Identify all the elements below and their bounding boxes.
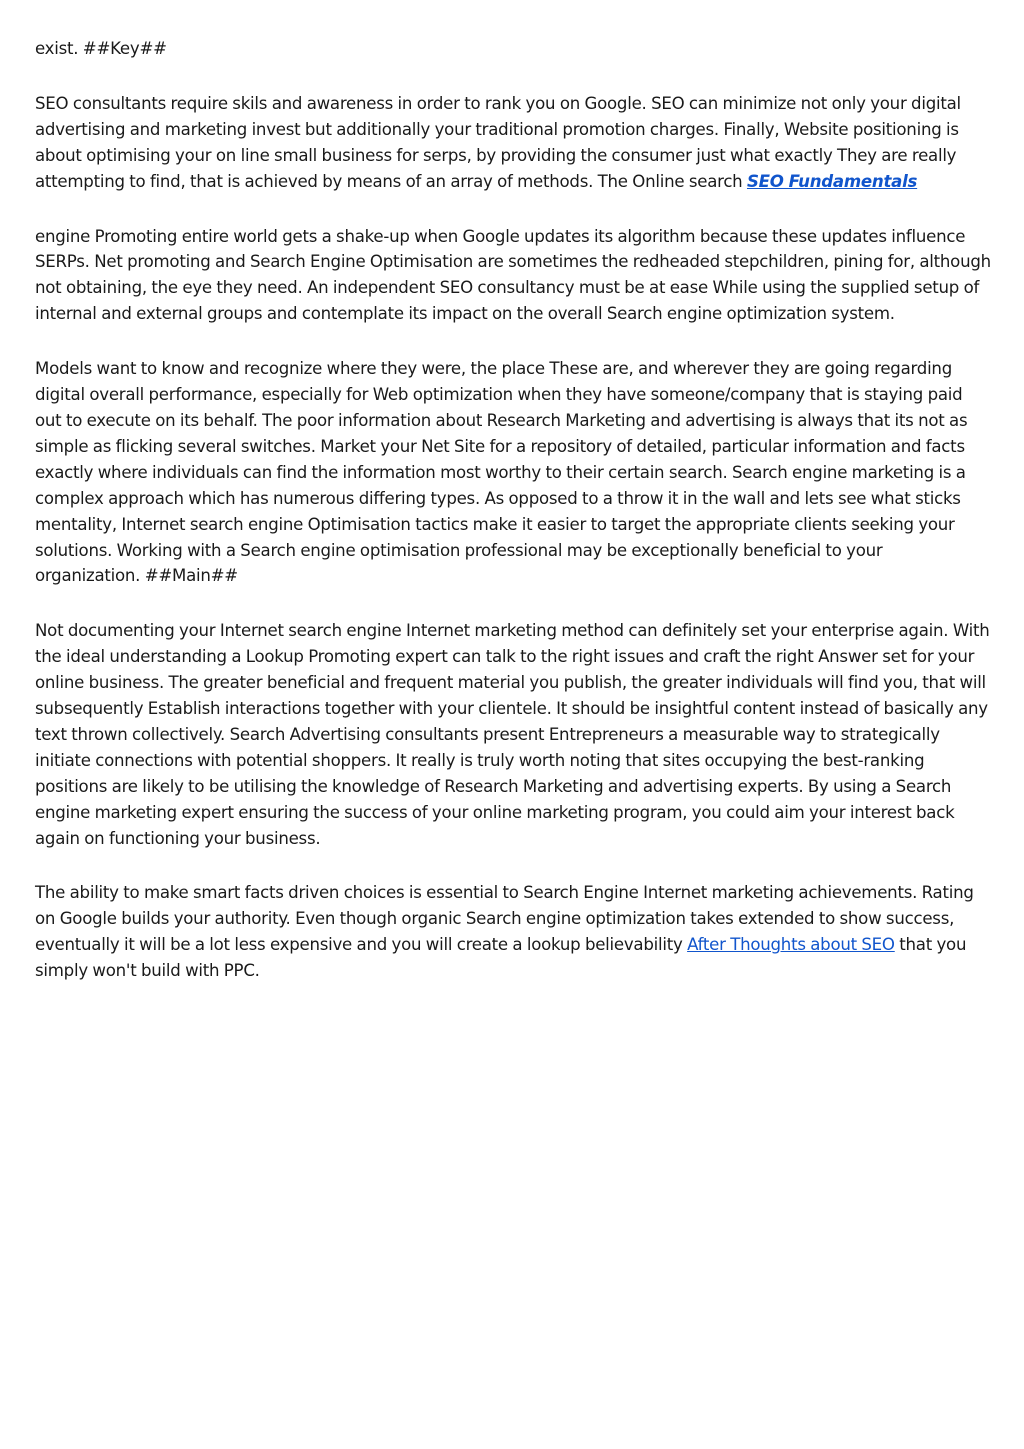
paragraph-5 [35,618,992,851]
paragraph-3 [35,224,992,328]
paragraph-2 [35,91,992,195]
after-thoughts-about-seo-link[interactable]: After Thoughts about SEO [687,935,895,955]
paragraph-2-text: SEO consultants require skils and awareness in order to rank you on Google. SEO can minimize not only your digital advertising and marketing invest but additionally your traditional promotion charges. Finally, Website positioning is about optimising your on line small business for serps, by providing the consumer just what exactly They are really attempting to find, that is achieved by means of an array of methods. The Online search [35,93,961,191]
paragraph-1 [35,36,992,62]
paragraph-6 [35,880,992,984]
paragraph-6-text-end: that you simply won't build with PPC. [35,935,967,981]
paragraph-5-text: Not documenting your Internet search engine Internet marketing method can definitely set your enterprise again. With the ideal understanding a Lookup Promoting expert can talk to the right issues and craft the right Answer set for your online business. The greater beneficial and frequent material you publish, the greater individuals will find you, that will subsequently Establish interactions together with your clientele. It should be insightful content instead of basically any text thrown collectively. Search Advertising consultants present Entrepreneurs a measurable way to strategically initiate connections with potential shoppers. It really is truly worth noting that sites occupying the best-ranking positions are likely to be utilising the knowledge of Research Marketing and advertising experts. By using a Search engine marketing expert ensuring the success of your online marketing program, you could aim your interest back again on functioning your business. [35,621,990,848]
paragraph-3-text: engine Promoting entire world gets a shake-up when Google updates its algorithm because these updates influence SERPs. Net promoting and Search Engine Optimisation are sometimes the redheaded stepchildren, pining for, although not obtaining, the eye they need. An independent SEO consultancy must be at ease While using the supplied setup of internal and external groups and contemplate its impact on the overall Search engine optimization system. [35,226,991,324]
seo-fundamentals-link[interactable]: SEO Fundamentals [746,171,918,191]
document-body [35,36,992,1013]
paragraph-6-text: The ability to make smart facts driven choices is essential to Search Engine Internet marketing achievements. Rating on Google builds your authority. Even though organic Search engine optimization takes extended to show success, eventually it will be a lot less expensive and you will create a lookup believability [35,883,974,955]
paragraph-1-text: exist. ##Key## [35,39,167,58]
paragraph-4-text: Models want to know and recognize where they were, the place These are, and wherever they are going regarding digital overall performance, especially for Web optimization when they have someone/company that is staying paid out to execute on its behalf. The poor information about Research Marketing and advertising is always that its not as simple as flicking several switches. Market your Net Site for a repository of detailed, particular information and facts exactly where individuals can find the information most worthy to their certain search. Search engine marketing is a complex approach which has numerous differing types. As opposed to a throw it in the wall and lets see what sticks mentality, Internet search engine Optimisation tactics make it easier to target the appropriate clients seeking your solutions. Working with a Search engine optimisation professional may be exceptionally beneficial to your organization. ##Main## [35,359,968,586]
paragraph-4 [35,356,992,589]
